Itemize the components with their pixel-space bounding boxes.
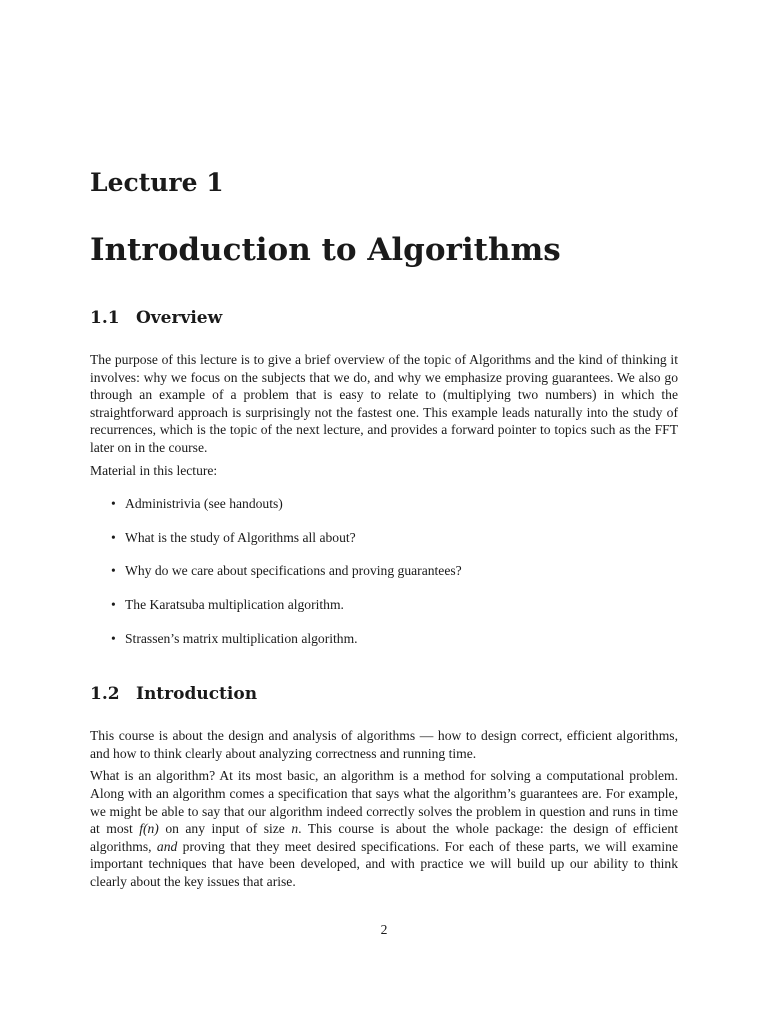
list-item: • Administrivia (see handouts) — [111, 496, 283, 512]
section-title: Overview — [136, 308, 223, 328]
chapter-title: Introduction to Algorithms — [90, 232, 561, 268]
bullet-icon: • — [111, 529, 116, 545]
bullet-icon: • — [111, 596, 116, 612]
material-list — [90, 495, 678, 647]
chapter-label: Lecture 1 — [90, 168, 224, 197]
section-heading-overview — [90, 307, 678, 329]
bullet-icon: • — [111, 496, 116, 512]
introduction-paragraph: This course is about the design and analysis of algorithms — how to design correct, efficient algorithms, and how to think clearly about analyzing correctness and running time. — [90, 728, 678, 761]
list-item: • What is the study of Algorithms all about? — [111, 529, 356, 545]
material-intro-paragraph: Material in this lecture: — [90, 462, 218, 478]
section-number: 1.1 — [90, 308, 120, 328]
overview-paragraph: The purpose of this lecture is to give a brief overview of the topic of Algorithms and the kind of thinking it involves: why we focus on the subjects that we do, and why we emphasize proving guarantees. We also go through an example of a problem that is easy to relate to (multiplying two numbers) in which the straightforward approach is surprisingly not the fastest one. This example leads naturally into the study of recurrences, which is the topic of the next lecture, and provides a forward pointer to topics such as the FFT later on in the course. — [90, 352, 678, 455]
section-heading-introduction — [90, 683, 678, 705]
bullet-icon: • — [111, 630, 116, 646]
page-number: 2 — [380, 922, 388, 937]
algorithm-definition-paragraph: What is an algorithm? At its most basic, an algorithm is a method for solving a computational problem. Along with an algorithm comes a specification that says what the algorithm’s guarantees are. For example, we might be able to say that our algorithm indeed correctly solves the problem in question and runs in time at most f(n) on any input of size n. This course is about the whole package: the design of efficient algorithms, and proving that they meet desired specifications. For each of these parts, we will examine important techniques that have been developed, and with practice we will build up our ability to think clearly about the key issues that arise. — [90, 768, 679, 889]
list-item: • The Karatsuba multiplication algorithm. — [111, 596, 344, 612]
list-item: • Why do we care about specifications and proving guarantees? — [111, 563, 462, 579]
math-expression: n — [291, 821, 299, 837]
section-title: Introduction — [136, 684, 258, 705]
list-item: • Strassen’s matrix multiplication algorithm. — [111, 630, 358, 646]
page-content — [90, 168, 678, 890]
bullet-icon: • — [111, 563, 116, 579]
section-number: 1.2 — [90, 684, 120, 705]
emphasis-text: and — [156, 838, 178, 854]
math-expression: f(n) — [139, 821, 159, 837]
